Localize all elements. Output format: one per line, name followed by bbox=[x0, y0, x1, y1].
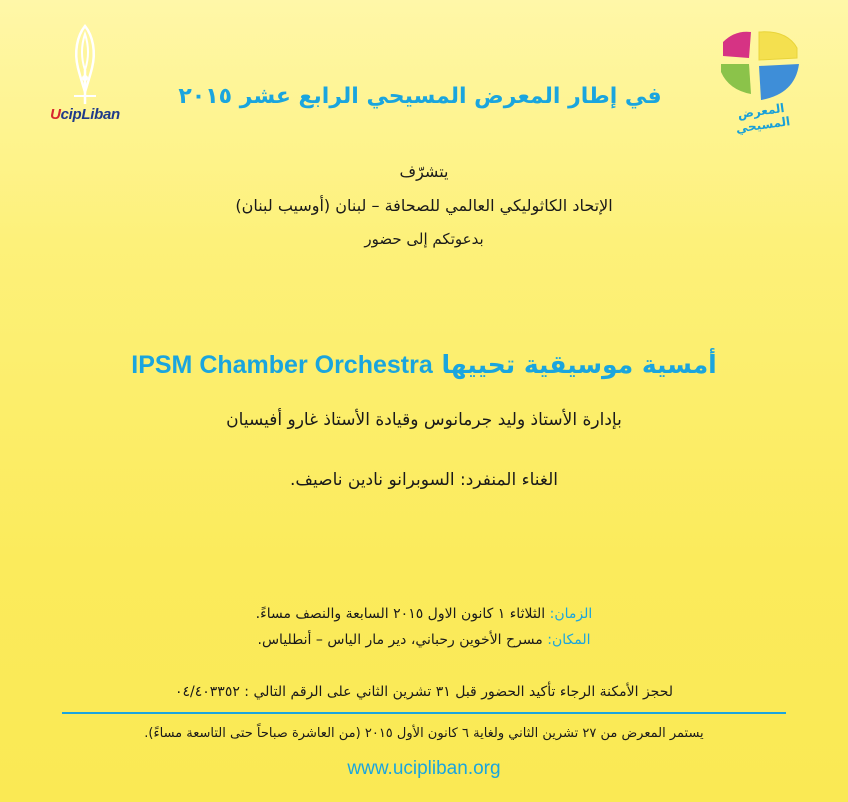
soloist-line: الغناء المنفرد: السوبرانو نادين ناصيف. bbox=[290, 470, 558, 490]
place-value: مسرح الأخوين رحباني، دير مار الياس – أنطلياس. bbox=[257, 632, 543, 648]
orchestra-name: IPSM Chamber Orchestra bbox=[131, 351, 433, 379]
ucip-liban-wordmark: UcipLiban bbox=[50, 106, 120, 123]
time-label: الزمان: bbox=[549, 606, 593, 622]
pen-nib-icon bbox=[44, 22, 126, 106]
time-value: الثلاثاء ١ كانون الاول ٢٠١٥ السابعة والنصف مساءً. bbox=[255, 606, 546, 622]
exhibition-dates-note: يستمر المعرض من ٢٧ تشرين الثاني ولغاية ٦ كانون الأول ٢٠١٥ (من العاشرة صباحاً حتى التاسعة مساءً). bbox=[144, 726, 704, 741]
divider bbox=[62, 712, 786, 714]
place-label: المكان: bbox=[547, 632, 591, 648]
cross-emblem-icon bbox=[715, 28, 809, 108]
concert-title bbox=[60, 350, 788, 380]
expo-logo-caption: المعرض المسيحي bbox=[734, 100, 791, 136]
christian-expo-logo bbox=[715, 28, 809, 136]
conductor-line: بإدارة الأستاذ وليد جرمانوس وقيادة الأستاذ غارو أفيسيان bbox=[226, 410, 622, 430]
time-line bbox=[120, 606, 728, 622]
place-line bbox=[120, 632, 728, 648]
page-heading: في إطار المعرض المسيحي الرابع عشر ٢٠١٥ bbox=[178, 84, 662, 109]
concert-title-arabic: أمسية موسيقية تحييها bbox=[441, 350, 717, 379]
booking-line: لحجز الأمكنة الرجاء تأكيد الحضور قبل ٣١ تشرين الثاني على الرقم التالي : ٠٤/٤٠٣٣٥٢ bbox=[174, 684, 674, 700]
invite-line: بدعوتكم إلى حضور bbox=[364, 230, 484, 248]
honor-line: يتشرّف bbox=[399, 162, 449, 181]
website-link[interactable]: www.ucipliban.org bbox=[347, 758, 501, 779]
ucip-liban-logo bbox=[44, 22, 126, 134]
union-line: الإتحاد الكاثوليكي العالمي للصحافة – لبنان (أوسيب لبنان) bbox=[235, 196, 613, 215]
